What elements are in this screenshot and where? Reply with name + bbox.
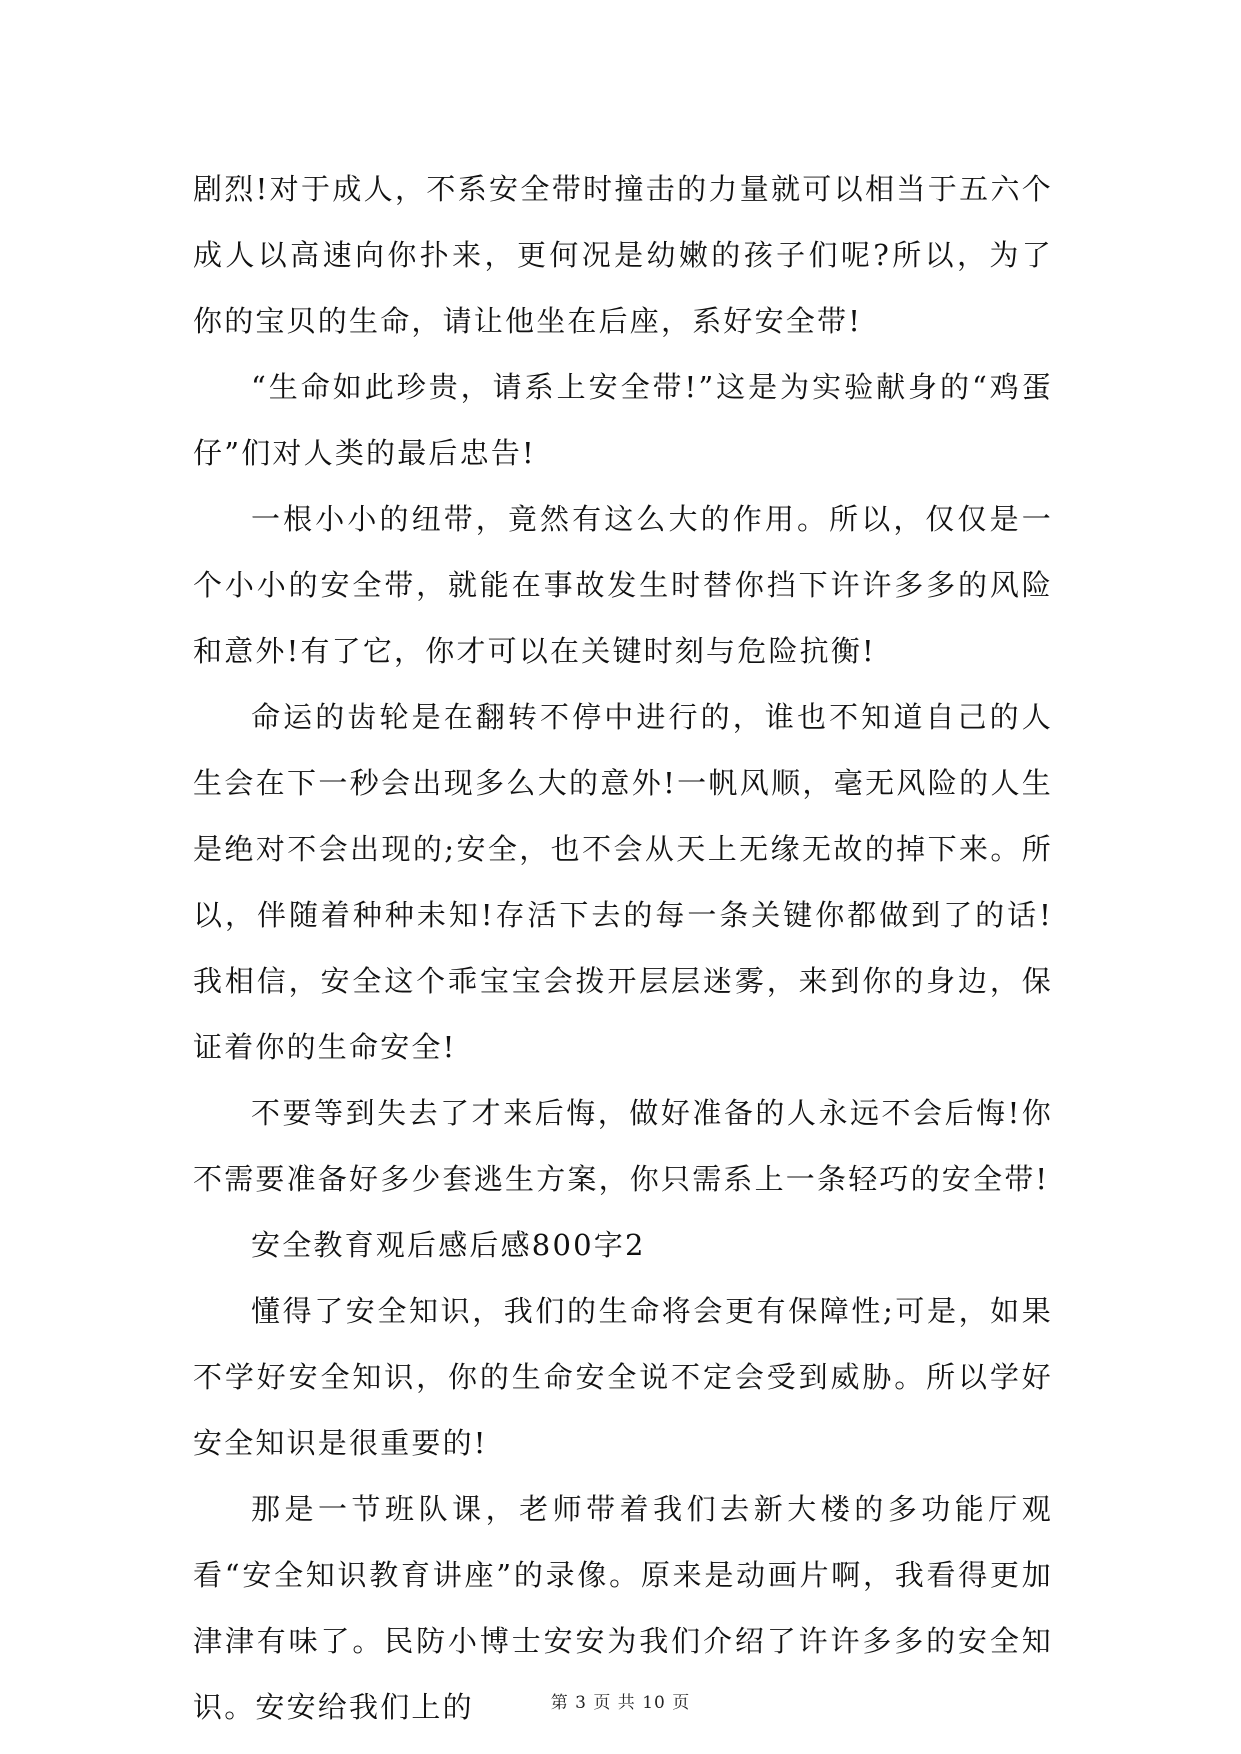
paragraph-5: 不要等到失去了才来后悔，做好准备的人永远不会后悔!你不需要准备好多少套逃生方案，你只需系上一条轻巧的安全带!: [193, 1096, 1053, 1196]
paragraph-3: 一根小小的纽带，竟然有这么大的作用。所以，仅仅是一个小小的安全带，就能在事故发生时替你挡下许许多多的风险和意外!有了它，你才可以在关键时刻与危险抗衡!: [193, 502, 1053, 668]
document-body: [193, 156, 1053, 1740]
paragraph-7: 懂得了安全知识，我们的生命将会更有保障性;可是，如果不学好安全知识，你的生命安全说不定会受到威胁。所以学好安全知识是很重要的!: [193, 1294, 1053, 1460]
paragraph-4: 命运的齿轮是在翻转不停中进行的，谁也不知道自己的人生会在下一秒会出现多么大的意外!一帆风顺，毫无风险的人生是绝对不会出现的;安全，也不会从天上无缘无故的掉下来。所以，伴随着种种未知!存活下去的每一条关键你都做到了的话!我相信，安全这个乖宝宝会拨开层层迷雾，来到你的身边，保证着你的生命安全!: [193, 700, 1053, 1064]
paragraph-8: 那是一节班队课，老师带着我们去新大楼的多功能厅观看“安全知识教育讲座”的录像。原来是动画片啊，我看得更加津津有味了。民防小博士安安为我们介绍了许许多多的安全知识。安安给我们上的: [193, 1492, 1053, 1724]
paragraph-1: 剧烈!对于成人，不系安全带时撞击的力量就可以相当于五六个成人以高速向你扑来，更何况是幼嫩的孩子们呢?所以，为了你的宝贝的生命，请让他坐在后座，系好安全带!: [193, 172, 1053, 338]
section-heading: 安全教育观后感后感800字2: [251, 1228, 646, 1262]
page-number-footer: 第 3 页 共 10 页: [550, 1693, 691, 1713]
paragraph-2: “生命如此珍贵，请系上安全带!”这是为实验献身的“鸡蛋仔”们对人类的最后忠告!: [193, 370, 1053, 470]
